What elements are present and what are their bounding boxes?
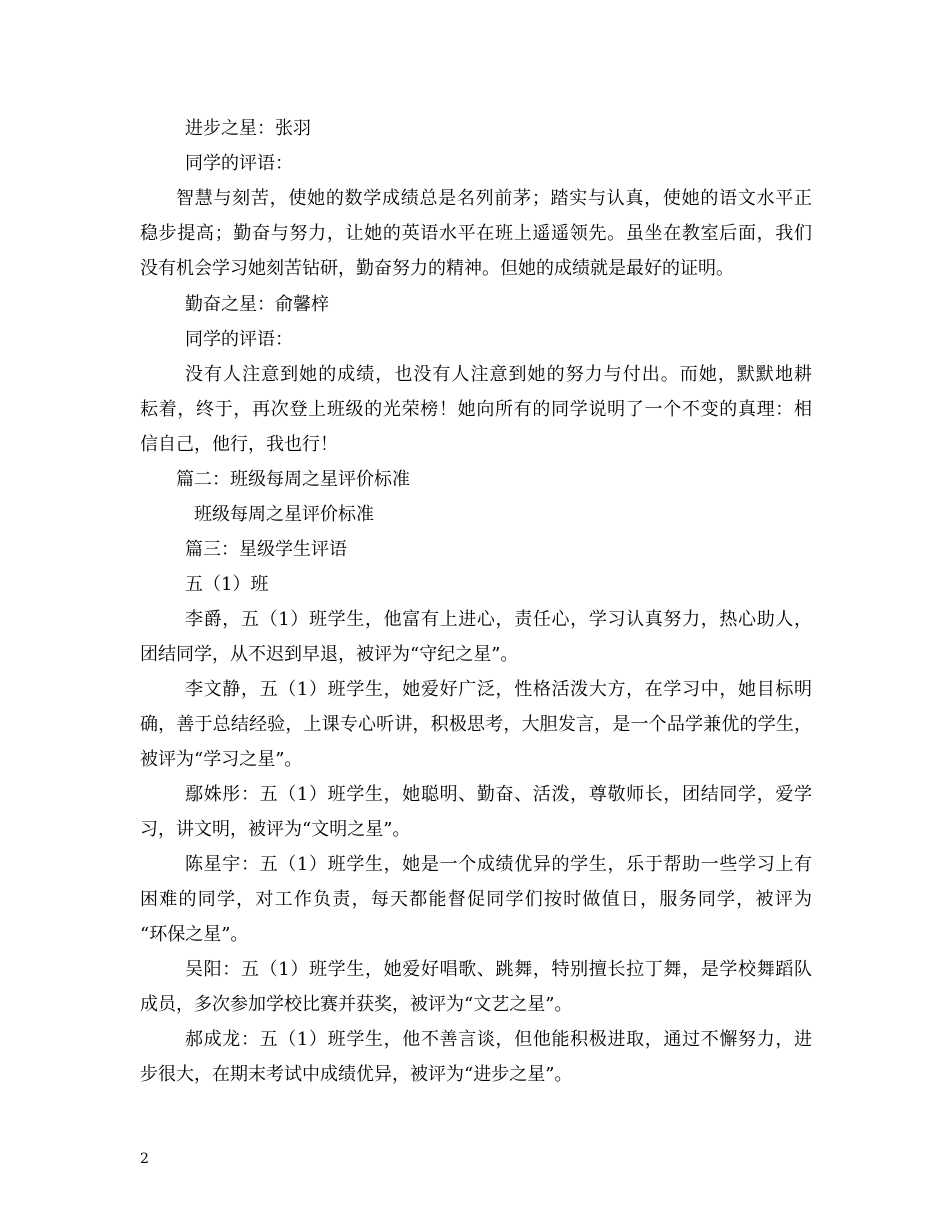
section-heading: 篇二：班级每周之星评价标准 xyxy=(176,469,410,490)
text-line: 没有机会学习她刻苦钻研，勤奋努力的精神。但她的成绩就是最好的证明。 xyxy=(140,258,734,279)
text-line: 同学的评语： xyxy=(185,329,293,350)
text-line: “环保之星”。 xyxy=(140,924,249,945)
text-line: 被评为“学习之星”。 xyxy=(140,749,303,770)
text-line: 勤奋之星：俞馨梓 xyxy=(185,294,329,315)
text-line: 耘着，终于，再次登上班级的光荣榜！她向所有的同学说明了一个不变的真理：相 xyxy=(140,399,812,420)
text-line: 稳步提高；勤奋与努力，让她的英语水平在班上遥遥领先。虽坐在教室后面，我们 xyxy=(140,223,812,244)
text-line: 习，讲文明，被评为“文明之星”。 xyxy=(140,819,411,840)
text-line: 成员，多次参加学校比赛并获奖，被评为“文艺之星”。 xyxy=(140,994,573,1015)
section-subheading: 班级每周之星评价标准 xyxy=(194,504,374,525)
text-line: 信自己，他行，我也行！ xyxy=(140,434,338,455)
text-line: 陈星宇：五（1）班学生，她是一个成绩优异的学生，乐于帮助一些学习上有 xyxy=(185,854,812,875)
text-line: 智慧与刻苦，使她的数学成绩总是名列前茅；踏实与认真，使她的语文水平正 xyxy=(176,188,812,209)
text-line: 团结同学，从不迟到早退，被评为“守纪之星”。 xyxy=(140,644,519,665)
text-line: 鄢姝彤：五（1）班学生，她聪明、勤奋、活泼，尊敬师长，团结同学，爱学 xyxy=(185,784,812,805)
class-label: 五（1）班 xyxy=(185,574,269,595)
text-line: 同学的评语： xyxy=(185,153,293,174)
section-heading: 篇三：星级学生评语 xyxy=(185,539,347,560)
text-line: 李爵，五（1）班学生，他富有上进心，责任心，学习认真努力，热心助人， xyxy=(185,609,812,630)
text-line: 进步之星：张羽 xyxy=(185,118,311,139)
text-line: 吴阳：五（1）班学生，她爱好唱歌、跳舞，特别擅长拉丁舞，是学校舞蹈队 xyxy=(185,959,812,980)
text-line: 步很大，在期末考试中成绩优异，被评为“进步之星”。 xyxy=(140,1064,573,1085)
page-number: 2 xyxy=(140,1151,149,1167)
text-line: 确，善于总结经验，上课专心听讲，积极思考，大胆发言，是一个品学兼优的学生， xyxy=(140,714,812,735)
text-line: 李文静，五（1）班学生，她爱好广泛，性格活泼大方，在学习中，她目标明 xyxy=(185,679,812,700)
text-line: 困难的同学，对工作负责，每天都能督促同学们按时做值日，服务同学，被评为 xyxy=(140,889,812,910)
text-line: 没有人注意到她的成绩，也没有人注意到她的努力与付出。而她，默默地耕 xyxy=(185,364,812,385)
text-line: 郝成龙：五（1）班学生，他不善言谈，但他能积极进取，通过不懈努力，进 xyxy=(185,1029,812,1050)
